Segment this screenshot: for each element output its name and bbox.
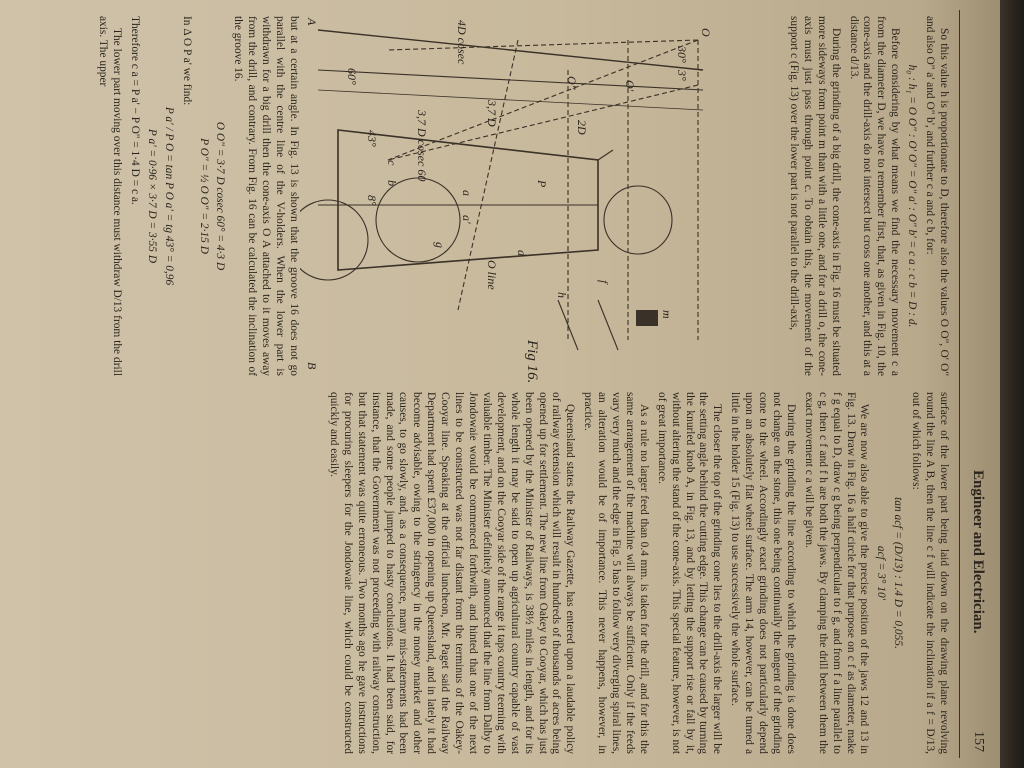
paragraph: As a rule no larger feed than 0.4 mm. is taken for the drill, and for this the same arrangement of the machine will always be sufficient. Only if the feeds vary very much and the edge in Fig. 5 has to follow very diverging spiral lines, an alteration would be of importance. This never happens, however, in practice. (582, 392, 650, 754)
label-o-line: O line (485, 260, 499, 290)
paragraph: Before considering by what means we find the necessary movement c a from the diameter D, we have to remember first, that, as given in Fig. 10, the cone-axis and the drill-axis do not intersect but cross one another, and this at a distance d/13. (847, 16, 902, 376)
background-edge (1000, 0, 1024, 768)
label-f: f (597, 280, 611, 284)
label-P: P (535, 180, 549, 188)
label-c: c (385, 160, 399, 166)
paragraph: During the grinding of a big drill, the cone-axis in Fig. 16 must be situated more sideways from point m than with a little one, and for a drill o, the cone-axis must just pass through point c. To obtain this, the movement of the support c (Fig. 13) over the lower part is not parallel to the drill-axis, (787, 16, 842, 376)
label-O1: O' (623, 80, 637, 92)
label-dim-4d: 4D cosec (455, 20, 469, 65)
formula: In Δ O P a' we find: (180, 16, 193, 106)
left-column-top (782, 16, 950, 376)
label-d: d (515, 250, 529, 256)
paragraph: surface of the lower part being laid down on the drawing plane revolving round the line A B, then the line c f will indicate the inclination if a f = D/13, out of which follows: (910, 392, 950, 754)
paragraph: but at a certain angle. In Fig. 13 is shown that the groove 16 does not go parallel with the centre line of the V-holders. When the lower part is withdrawn for a big drill then the cone-axis O A attached to it moves away from the drill, and contrary. From Fig. 16 can be calculated the inclination of the groove 16. (232, 16, 300, 376)
paragraph: We are now also able to give the precise position of the jaws 12 and 13 in Fig. 13. Draw in Fig. 16 a half circle for that purpose on c f as diameter, make f g equal to D, draw c g being perpendicular to f g, and from f a line parallel to c g, then c f and f h are both the jaws. By clamping the drill between them the exact movement c a will be given. (802, 392, 871, 754)
formula: Therefore c a = P a' − P O" = 1·4 D = c a. (128, 16, 141, 205)
label-m: m (660, 310, 674, 319)
formula: acf = 3° 10' (875, 545, 888, 601)
paragraph: During the grinding the line according to which the grinding is done does not change on the stone, this one being continually the tangent of the grinding cone to the wheel. Accordingly exact grinding does not particularly depend upon an absolutely flat wheel surface. The arm 14, however, can be turned a little in the holder 15 (Fig. 13) to use successively the whole surface. (729, 392, 797, 754)
formula: P a' / P O = tan P O a' = tg 43° = 0,96 (162, 106, 175, 286)
label-30-deg: 30° (675, 46, 689, 63)
label-dim-2d: 2D (575, 120, 589, 135)
label-B: B (305, 362, 319, 370)
formula: h₀ : h₁ = O O" : O' O" = O" a' : O" b' = c a : c b = D : d. (906, 64, 919, 328)
label-3-deg: 3° (675, 70, 689, 81)
paragraph: So this value h is proportionate to D, therefore also the values O O", O' O" and also O" a' and O" b', and further c a and c b, for: (924, 16, 950, 376)
figure-drawing (300, 10, 718, 386)
label-O: O (699, 28, 713, 37)
label-dim-cosec: 3,7 D cosec 60 (415, 110, 429, 182)
formula: P a' = 0·96 × 3·7 D = 3·55 D (145, 128, 158, 264)
left-column-bottom (91, 16, 300, 376)
label-8-deg: 8° (365, 195, 379, 206)
label-a1: a' (460, 215, 474, 224)
paragraph: The closer the top of the grinding cone lies to the drill-axis the larger will be the setting angle behind the cutting edge. This change can be caused by turning the knurled knob A, in Fig. 13, and by letting the support rise or fall by it, without altering the stand of the cone-axis. This special feature, however, is not of great importance. (655, 392, 724, 754)
right-column (322, 392, 950, 754)
label-h: h (555, 292, 569, 298)
figure-16 (300, 10, 718, 386)
label-a: a (460, 190, 474, 196)
label-60-deg: 60° (345, 68, 359, 85)
label-43-deg: 43° (365, 130, 379, 147)
news-paragraph: Queensland states the Railway Gazette, has entered upon a laudable policy of railway extension which will result in hundreds of thousands of acres being opened up for settlement. The new line from Oakey to Cooyar, which has just been opened by the Minister of Railways, is 38½ miles in length, and for its whole length it may be said to open up agricultural country capable of vast development, and on the Cooyar side of the range it taps country teeming with valuable timber. The Minister definitely announced that the line from Dalby to Jondowaie would be commenced forthwith, and hinted that one of the next lines to be constructed was not far distant from the terminus of the Oakey-Cooyar line. Speaking at the official luncheon, Mr. Paget said the Railway Department had spent £37,000 in opening up Queensland, and in lately it had become advisable, owing to the stringency in the money market and other causes, to go slowly, and, as a consequence, many mis-statements had been made, and some people jumped to hasty conclusions. It had been said, for instance, that the Government was not proceeding with railway construction, but that statement was quite erroneous. Two months ago he gave instructions for procuring sleepers for the Jondowaie line, which could be constructed quickly and easily. (327, 392, 577, 754)
formula: P O" = ½ O O" = 2·15 D (197, 138, 210, 254)
page-number: 157 (971, 731, 986, 752)
formula: O O" = 3·7 D cosec 60° = 4·3 D (214, 121, 227, 271)
label-A: A (305, 18, 319, 26)
label-g: g (433, 242, 447, 248)
running-header (960, 0, 992, 768)
label-b: b (385, 180, 399, 186)
header-title: Engineer and Electrician. (970, 470, 986, 634)
label-dim-3-7d: 3,7 D (485, 100, 499, 127)
formula: tan acf = (D/13) : 1.4 D = 0,055. (892, 497, 905, 649)
header-rule (959, 10, 960, 758)
paragraph: The lower part moving over this distance must withdraw D/13 from the drill axis. The upper (97, 16, 124, 376)
label-O2: O" (565, 76, 579, 90)
figure-caption: Fig 16. (524, 340, 540, 384)
